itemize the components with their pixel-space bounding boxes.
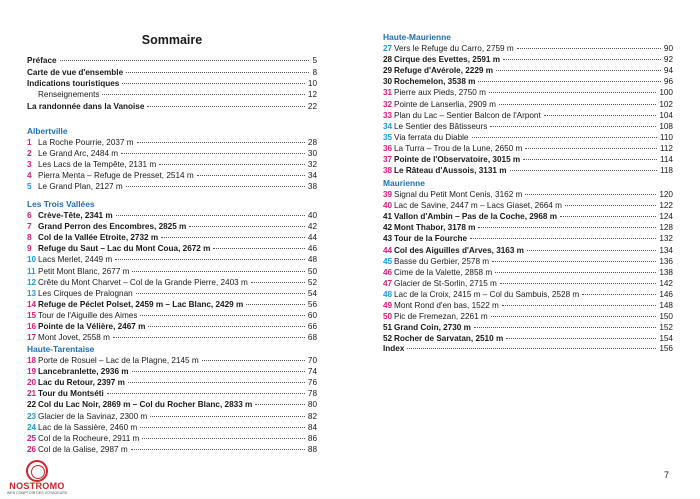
- toc-entry[interactable]: [27, 170, 317, 181]
- entry-label: Col de la Vallée Etroite, 2732 m: [38, 233, 159, 243]
- toc-entry[interactable]: [383, 222, 673, 233]
- entry-number: 14: [27, 299, 37, 309]
- entry-page: 104: [659, 110, 673, 120]
- entry-label: Les Cirques de Pralognan: [38, 288, 133, 298]
- entry-page: 136: [659, 256, 673, 266]
- entry-page: 74: [307, 367, 317, 377]
- dot-leader: [474, 327, 656, 328]
- entry-page: 12: [307, 90, 317, 99]
- entry-page: 76: [307, 378, 317, 388]
- toc-entry[interactable]: [383, 54, 673, 65]
- toc-entry[interactable]: [27, 266, 317, 277]
- entry-label: Basse du Gerbier, 2578 m: [394, 256, 490, 266]
- entry-number: 40: [383, 201, 393, 211]
- entry-page: 92: [663, 55, 673, 65]
- entry-label: Petit Mont Blanc, 2677 m: [38, 266, 130, 276]
- entry-label: La Turra – Trou de la Lune, 2650 m: [394, 143, 523, 153]
- entry-number: 3: [27, 160, 32, 170]
- entry-label: Renseignements: [38, 90, 100, 99]
- dot-leader: [496, 70, 661, 71]
- entry-page: 52: [307, 277, 317, 287]
- entry-label: Grand Perron des Encombres, 2825 m: [38, 222, 187, 232]
- entry-number: 49: [383, 301, 393, 310]
- entry-page: 30: [307, 149, 317, 159]
- entry-page: 90: [663, 44, 673, 53]
- dot-leader: [502, 305, 656, 306]
- entry-label: Les Lacs de la Tempête, 2131 m: [38, 160, 157, 170]
- dot-leader: [503, 59, 661, 60]
- toc-entry[interactable]: [27, 159, 317, 170]
- entry-page: 38: [307, 182, 317, 192]
- entry-label: La Roche Pourrie, 2037 m: [38, 138, 134, 147]
- entry-page: 148: [659, 301, 673, 310]
- entry-label: Carte de vue d'ensemble: [27, 68, 124, 77]
- entry-page: 154: [659, 334, 673, 344]
- entry-label: Rochemelon, 3538 m: [394, 77, 476, 87]
- toc-entry[interactable]: [383, 311, 673, 322]
- entry-number: 51: [383, 323, 393, 333]
- dot-leader: [506, 338, 656, 339]
- toc-entry-front-matter[interactable]: [27, 55, 317, 66]
- entry-label: Col des Aiguilles d'Arves, 3163 m: [394, 245, 524, 255]
- dot-leader: [197, 175, 305, 176]
- entry-number: 15: [27, 310, 37, 320]
- entry-label: Col de la Galise, 2987 m: [38, 444, 128, 454]
- entry-page: 100: [659, 88, 673, 98]
- entry-number: 20: [27, 378, 37, 388]
- toc-entry[interactable]: [383, 245, 673, 256]
- dot-leader: [140, 315, 304, 316]
- entry-page: 40: [307, 211, 317, 220]
- entry-page: 122: [659, 201, 673, 211]
- toc-entry[interactable]: [27, 332, 317, 343]
- entry-label: Le Grand Plan, 2127 m: [38, 182, 123, 192]
- entry-label: Tour de l'Aiguille des Aimes: [38, 310, 138, 320]
- toc-entry-index[interactable]: [383, 343, 673, 354]
- entry-number: 1: [27, 138, 32, 147]
- entry-label: Col de la Rocheure, 2911 m: [38, 433, 140, 443]
- entry-number: 6: [27, 211, 32, 220]
- entry-label: Lac de la Croix, 2415 m – Col du Sambuis, 2528 m: [394, 289, 580, 299]
- entry-page: 142: [659, 278, 673, 288]
- entry-label: Refuge d'Avérole, 2229 m: [394, 66, 494, 76]
- dot-leader: [492, 261, 656, 262]
- entry-number: 23: [27, 411, 37, 421]
- entry-page: 94: [663, 66, 673, 76]
- entry-page: 22: [307, 102, 317, 111]
- entry-number: 30: [383, 77, 393, 87]
- entry-number: 31: [383, 88, 393, 98]
- toc-entry[interactable]: [383, 256, 673, 267]
- toc-entry[interactable]: [27, 433, 317, 444]
- dot-leader: [491, 316, 657, 317]
- entry-page: 56: [307, 299, 317, 309]
- entry-page: 54: [307, 288, 317, 298]
- dot-leader: [122, 83, 305, 84]
- dot-leader: [525, 194, 656, 195]
- dot-leader: [213, 248, 304, 249]
- entry-page: 68: [307, 333, 317, 343]
- dot-leader: [525, 148, 657, 149]
- entry-page: 134: [659, 245, 673, 255]
- toc-entry[interactable]: [383, 322, 673, 333]
- toc-entry[interactable]: [27, 181, 317, 192]
- toc-entry[interactable]: [27, 377, 317, 388]
- entry-label: Lac de la Sassière, 2460 m: [38, 422, 138, 432]
- entry-label: Signal du Petit Mont Cenis, 3162 m: [394, 190, 523, 199]
- toc-entry[interactable]: [383, 154, 673, 165]
- toc-entry-front-matter[interactable]: [27, 78, 317, 89]
- section-heading: Haute-Tarentaise: [27, 344, 95, 354]
- dot-leader: [470, 238, 656, 239]
- entry-page: 152: [659, 323, 673, 333]
- entry-number: 25: [27, 433, 37, 443]
- toc-entry[interactable]: [27, 232, 317, 243]
- toc-entry[interactable]: [27, 254, 317, 265]
- entry-number: 47: [383, 278, 393, 288]
- dot-leader: [131, 449, 305, 450]
- dot-leader: [136, 293, 305, 294]
- entry-page: 46: [307, 244, 317, 254]
- toc-entry[interactable]: [383, 300, 673, 311]
- entry-number: 45: [383, 256, 393, 266]
- entry-page: 114: [659, 155, 673, 164]
- dot-leader: [489, 92, 656, 93]
- section-heading: Haute-Maurienne: [383, 32, 451, 42]
- entry-page: 42: [307, 222, 317, 232]
- entry-number: 11: [27, 266, 36, 276]
- toc-entry[interactable]: [27, 388, 317, 399]
- dot-leader: [527, 250, 656, 251]
- entry-page: 82: [307, 411, 317, 421]
- dot-leader: [510, 170, 657, 171]
- entry-number: 43: [383, 234, 393, 244]
- entry-label: La randonnée dans la Vanoise: [27, 102, 145, 111]
- entry-label: Lac de Savine, 2447 m – Lacs Giaset, 2664 m: [394, 201, 562, 211]
- toc-entry[interactable]: [27, 243, 317, 254]
- toc-entry[interactable]: [27, 411, 317, 422]
- toc-entry[interactable]: [383, 211, 673, 222]
- entry-label: Pierre aux Pieds, 2750 m: [394, 88, 486, 98]
- toc-entry[interactable]: [27, 137, 317, 148]
- entry-label: Plan du Lac – Sentier Balcon de l'Arpont: [394, 110, 541, 120]
- section-heading: Albertville: [27, 126, 68, 136]
- dot-leader: [132, 371, 305, 372]
- entry-label: Cime de la Valette, 2858 m: [394, 267, 493, 277]
- toc-entry[interactable]: [27, 310, 317, 321]
- entry-label: Préface: [27, 56, 57, 65]
- dot-leader: [478, 81, 660, 82]
- entry-number: 8: [27, 233, 32, 243]
- entry-label: Mont Rond d'en bas, 1522 m: [394, 301, 499, 310]
- entry-number: 42: [383, 223, 393, 233]
- entry-page: 146: [659, 289, 673, 299]
- globe-icon: [26, 460, 48, 482]
- entry-label: Le Sentier des Bâtisseurs: [394, 121, 488, 131]
- entry-number: 27: [383, 44, 393, 53]
- entry-number: 18: [27, 356, 37, 365]
- entry-label: Pointe de Lanserlia, 2909 m: [394, 99, 496, 109]
- dot-leader: [407, 348, 656, 349]
- toc-entry[interactable]: [27, 148, 317, 159]
- dot-leader: [246, 304, 305, 305]
- entry-label: Vers le Refuge du Carro, 2759 m: [394, 44, 514, 53]
- entry-page: 66: [307, 322, 317, 331]
- toc-entry[interactable]: [383, 267, 673, 278]
- toc-entry[interactable]: [27, 355, 317, 366]
- dot-leader: [142, 438, 305, 439]
- toc-entry[interactable]: [27, 221, 317, 232]
- dot-leader: [560, 216, 656, 217]
- toc-entry[interactable]: [27, 210, 317, 221]
- entry-label: Pierra Menta – Refuge de Presset, 2514 m: [38, 171, 194, 181]
- entry-number: 13: [27, 288, 37, 298]
- entry-page: 84: [307, 422, 317, 432]
- dot-leader: [116, 215, 305, 216]
- toc-entry[interactable]: [383, 165, 673, 176]
- toc-entry[interactable]: [27, 366, 317, 377]
- toc-entry-front-matter[interactable]: [27, 89, 317, 100]
- entry-page: 132: [659, 234, 673, 244]
- logo-tagline: WEB COMPTOIR DES VOYAGEURS: [6, 491, 68, 495]
- dot-leader: [60, 60, 310, 61]
- entry-page: 78: [307, 389, 317, 399]
- entry-number: 35: [383, 132, 393, 142]
- entry-number: 16: [27, 322, 37, 331]
- dot-leader: [121, 153, 305, 154]
- toc-entry[interactable]: [27, 321, 317, 332]
- entry-label: Glacier de la Savinaz, 2300 m: [38, 411, 148, 421]
- entry-label: Mont Jovet, 2558 m: [38, 333, 110, 343]
- toc-entry[interactable]: [383, 143, 673, 154]
- toc-entry[interactable]: [383, 43, 673, 54]
- toc-entry[interactable]: [383, 233, 673, 244]
- entry-page: 128: [659, 223, 673, 233]
- toc-entry[interactable]: [383, 99, 673, 110]
- entry-number: 4: [27, 171, 32, 181]
- section-heading: Les Trois Vallées: [27, 199, 95, 209]
- entry-number: 37: [383, 155, 393, 164]
- entry-label: Grand Coin, 2730 m: [394, 323, 471, 333]
- entry-page: 108: [659, 121, 673, 131]
- entry-page: 124: [659, 212, 673, 222]
- entry-label: Crève-Tête, 2341 m: [38, 211, 113, 220]
- entry-label: Tour du Montséti: [38, 389, 104, 399]
- entry-page: 32: [307, 160, 317, 170]
- toc-entry[interactable]: [383, 189, 673, 200]
- entry-number: 28: [383, 55, 393, 65]
- toc-entry[interactable]: [27, 277, 317, 288]
- entry-page: 120: [659, 190, 673, 199]
- dot-leader: [102, 94, 304, 95]
- entry-page: 80: [307, 400, 317, 410]
- entry-number: 21: [27, 389, 37, 399]
- entry-number: 52: [383, 334, 393, 344]
- toc-entry[interactable]: [383, 121, 673, 132]
- entry-label: Pic de Fremezan, 2261 m: [394, 312, 488, 322]
- entry-label: Crête du Mont Charvet – Col de la Grande Pierre, 2403 m: [38, 277, 248, 287]
- toc-entry[interactable]: [383, 65, 673, 76]
- entry-label: Indications touristiques: [27, 79, 120, 88]
- toc-entry[interactable]: [27, 299, 317, 310]
- entry-label: Porte de Rosuel – Lac de la Plagne, 2145 m: [38, 356, 199, 365]
- entry-page: 48: [307, 255, 317, 265]
- entry-number: 41: [383, 212, 393, 222]
- entry-page: 34: [307, 171, 317, 181]
- toc-entry[interactable]: [27, 422, 317, 433]
- toc-entry[interactable]: [383, 289, 673, 300]
- toc-entry[interactable]: [383, 110, 673, 121]
- dot-leader: [499, 104, 656, 105]
- entry-number: 26: [27, 444, 37, 454]
- entry-number: 48: [383, 289, 393, 299]
- entry-number: 34: [383, 121, 393, 131]
- entry-page: 112: [659, 143, 673, 153]
- nostromo-logo: [4, 460, 70, 496]
- entry-page: 60: [307, 310, 317, 320]
- entry-label: Cirque des Evettes, 2591 m: [394, 55, 501, 65]
- dot-leader: [159, 164, 305, 165]
- entry-page: 5: [312, 56, 317, 65]
- entry-page: 118: [659, 166, 673, 176]
- dot-leader: [202, 360, 305, 361]
- entry-label: Rocher de Sarvatan, 2510 m: [394, 334, 504, 344]
- entry-number: 2: [27, 149, 32, 159]
- entry-number: 19: [27, 367, 37, 377]
- entry-number: 12: [27, 277, 37, 287]
- toc-entry[interactable]: [27, 288, 317, 299]
- entry-page: 110: [659, 132, 673, 142]
- dot-leader: [472, 137, 657, 138]
- dot-leader: [251, 282, 305, 283]
- entry-page: 138: [659, 267, 673, 277]
- entry-page: 8: [312, 68, 317, 77]
- entry-label: Le Râteau d'Aussois, 3131 m: [394, 166, 507, 176]
- toc-entry[interactable]: [383, 87, 673, 98]
- dot-leader: [189, 226, 305, 227]
- entry-page: 96: [663, 77, 673, 87]
- entry-label: Mont Thabor, 3178 m: [394, 223, 476, 233]
- entry-label: Lancebranlette, 2936 m: [38, 367, 129, 377]
- dot-leader: [478, 227, 656, 228]
- entry-number: 50: [383, 312, 393, 322]
- entry-label: Le Grand Arc, 2484 m: [38, 149, 119, 159]
- entry-page: 156: [659, 344, 673, 353]
- entry-number: 22: [27, 400, 37, 410]
- page-number: 7: [664, 470, 670, 480]
- dot-leader: [128, 382, 305, 383]
- entry-page: 50: [307, 266, 317, 276]
- entry-label: Tour de la Fourche: [394, 234, 468, 244]
- dot-leader: [150, 416, 305, 417]
- dot-leader: [161, 237, 305, 238]
- entry-number: 39: [383, 190, 393, 199]
- entry-label: Pointe de la Vélière, 2467 m: [38, 322, 146, 331]
- dot-leader: [523, 159, 657, 160]
- entry-number: 7: [27, 222, 32, 232]
- entry-label: Lac du Retour, 2397 m: [38, 378, 125, 388]
- toc-entry[interactable]: [383, 200, 673, 211]
- page-title: Sommaire: [141, 33, 203, 47]
- entry-label: Vallon d'Ambin – Pas de la Coche, 2968 m: [394, 212, 558, 222]
- toc-entry[interactable]: [383, 132, 673, 143]
- entry-label: Refuge de Péclet Polset, 2459 m – Lac Blanc, 2429 m: [38, 299, 244, 309]
- entry-number: 36: [383, 143, 393, 153]
- entry-number: 46: [383, 267, 393, 277]
- entry-number: 29: [383, 66, 393, 76]
- entry-page: 70: [307, 356, 317, 365]
- entry-number: 9: [27, 244, 32, 254]
- dot-leader: [126, 72, 309, 73]
- dot-leader: [582, 294, 656, 295]
- dot-leader: [544, 115, 657, 116]
- dot-leader: [137, 142, 305, 143]
- dot-leader: [132, 271, 304, 272]
- entry-number: 32: [383, 99, 393, 109]
- toc-entry[interactable]: [27, 444, 317, 455]
- entry-label: Glacier de St-Sorlin, 2715 m: [394, 278, 497, 288]
- dot-leader: [517, 48, 661, 49]
- entry-label: Pointe de l'Observatoire, 3015 m: [394, 155, 521, 164]
- entry-number: 17: [27, 333, 37, 343]
- entry-page: 88: [307, 444, 317, 454]
- logo-brand: NOSTROMO: [9, 481, 65, 491]
- entry-number: 33: [383, 110, 393, 120]
- dot-leader: [126, 186, 305, 187]
- entry-page: 44: [307, 233, 317, 243]
- entry-number: 24: [27, 422, 37, 432]
- dot-leader: [500, 283, 656, 284]
- dot-leader: [115, 259, 305, 260]
- toc-entry[interactable]: [383, 278, 673, 289]
- section-heading: Maurienne: [383, 178, 425, 188]
- toc-entry-front-matter[interactable]: [27, 101, 317, 112]
- toc-entry[interactable]: [27, 399, 317, 410]
- dot-leader: [113, 337, 305, 338]
- dot-leader: [148, 326, 304, 327]
- dot-leader: [107, 393, 305, 394]
- dot-leader: [140, 427, 305, 428]
- toc-entry[interactable]: [383, 76, 673, 87]
- entry-number: 44: [383, 245, 393, 255]
- entry-page: 150: [659, 312, 673, 322]
- entry-label: Refuge du Saut – Lac du Mont Coua, 2672 m: [38, 244, 211, 254]
- entry-label: Lacs Merlet, 2449 m: [38, 255, 113, 265]
- entry-number: 10: [27, 255, 37, 265]
- entry-page: 86: [307, 433, 317, 443]
- entry-number: 5: [27, 182, 32, 192]
- entry-number: 38: [383, 166, 393, 176]
- entry-label: Via ferrata du Diable: [394, 132, 469, 142]
- entry-page: 102: [659, 99, 673, 109]
- dot-leader: [565, 205, 656, 206]
- entry-page: 10: [307, 79, 317, 88]
- entry-label: Col du Lac Noir, 2869 m – Col du Rocher Blanc, 2833 m: [38, 400, 253, 410]
- entry-page: 28: [307, 138, 317, 147]
- dot-leader: [495, 272, 656, 273]
- dot-leader: [255, 404, 305, 405]
- dot-leader: [147, 106, 304, 107]
- dot-leader: [490, 126, 656, 127]
- toc-entry-front-matter[interactable]: [27, 67, 317, 78]
- entry-label: Index: [383, 344, 405, 353]
